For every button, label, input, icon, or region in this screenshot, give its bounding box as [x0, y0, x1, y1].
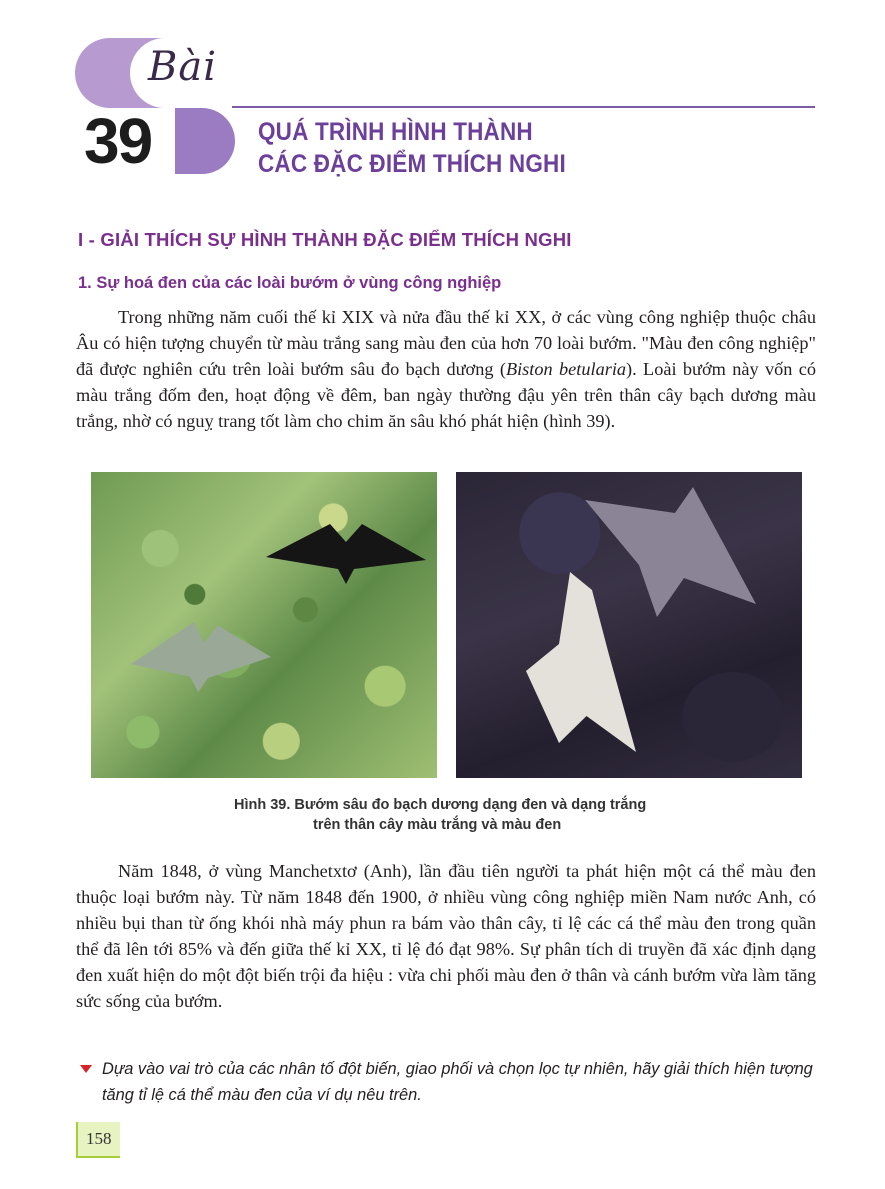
light-moth: [131, 622, 271, 692]
dark-moth: [266, 524, 426, 584]
paragraph-1-part-a: Trong những năm cuối thế kỉ XIX và nửa đầu thế kỉ XX, ở các vùng công nghiệp thuộc châu Âu có hiện tượng chuyển từ màu trắng sang màu đen của hơn 70 loài bướm. "Màu đen công nghiệp" đã được nghiên cứu trên loài bướm sâu đo bạch dương (: [76, 307, 816, 379]
light-moth: [526, 572, 636, 752]
page-number: 158: [86, 1129, 112, 1148]
paragraph-2: Năm 1848, ở vùng Manchetxtơ (Anh), lần đầu tiên người ta phát hiện một cá thể màu đen thuộc loại bướm này. Từ năm 1848 đến 1900, ở nhiều vùng công nghiệp miền Nam nước Anh, có nhiều bụi than từ ống khói nhà máy phun ra bám vào thân cây, tỉ lệ các cá thể màu đen trong quần thể đã lên tới 85% và đến giữa thế kỉ XX, tỉ lệ đó đạt 98%. Sự phân tích di truyền đã xác định dạng đen xuất hiện do một đột biến trội đa hiệu : vừa chi phối màu đen ở thân và cánh bướm vừa làm tăng sức sống của bướm.: [76, 861, 816, 1011]
section-heading: I - GIẢI THÍCH SỰ HÌNH THÀNH ĐẶC ĐIỂM THÍCH NGHI: [78, 229, 572, 250]
lesson-title-line-1: QUÁ TRÌNH HÌNH THÀNH: [258, 118, 533, 146]
paragraph-1-part-b: ). Loài bướm này vốn có màu trắng đốm đen, hoạt động về đêm, ban ngày thường đậu yên trên thân cây bạch dương màu trắng, nhờ có nguỵ trang tốt làm cho chim ăn sâu khó phát hiện (hình 39).: [76, 359, 816, 431]
lesson-label: Bài: [148, 44, 218, 90]
header-divider: [232, 106, 815, 108]
question-marker-icon: [80, 1065, 92, 1073]
figure-caption-line-1: Hình 39. Bướm sâu đo bạch dương dạng đen và dạng trắng: [234, 797, 647, 813]
paragraph-1: [76, 304, 816, 434]
question-text: Dựa vào vai trò của các nhân tố đột biến, giao phối và chọn lọc tự nhiên, hãy giải thích hiện tượng tăng tỉ lệ cá thể màu đen của ví dụ nêu trên.: [102, 1060, 813, 1104]
dark-moth: [576, 487, 756, 617]
species-name: Biston betularia: [505, 359, 627, 379]
lesson-title-line-2: CÁC ĐẶC ĐIỂM THÍCH NGHI: [258, 150, 566, 178]
subsection-heading: 1. Sự hoá đen của các loài bướm ở vùng công nghiệp: [78, 274, 502, 292]
lesson-number: 39: [84, 105, 152, 177]
figure-caption-line-2: trên thân cây màu trắng và màu đen: [313, 817, 562, 833]
photo-light-bark: [91, 472, 437, 778]
photo-dark-bark: [456, 472, 802, 778]
